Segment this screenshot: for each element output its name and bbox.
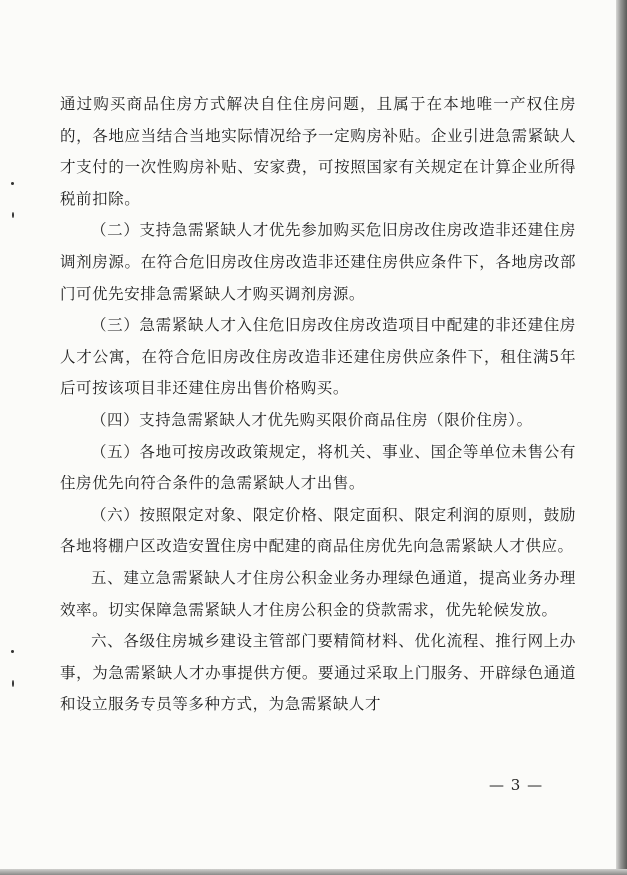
scan-speck [11, 182, 14, 185]
scan-edge-bottom [0, 869, 627, 875]
paragraph-item-4: （四）支持急需紧缺人才优先购买限价商品住房（限价住房）。 [91, 410, 533, 429]
document-body [60, 89, 576, 721]
paragraph-housing-subsidy: 通过购买商品住房方式解决自住住房问题，且属于在本地唯一产权住房的，各地应当结合当地实际情况给予一定购房补贴。企业引进急需紧缺人才支付的一次性购房补贴、安家费，可按照国家有关规定在计算企业所得税前扣除。 [60, 95, 576, 208]
paragraph-item-6: （六）按照限定对象、限定价格、限定面积、限定利润的原则，鼓励各地将棚户区改造安置住房中配建的商品住房优先向急需紧缺人才供应。 [60, 505, 576, 556]
scan-speck [12, 680, 14, 687]
scan-speck [11, 650, 14, 653]
scan-edge-right [616, 0, 627, 875]
page-number: — 3 — [489, 776, 544, 794]
paragraph-section-6: 六、各级住房城乡建设主管部门要精简材料、优化流程、推行网上办事，为急需紧缺人才办事提供方便。要通过采取上门服务、开辟绿色通道和设立服务专员等多种方式，为急需紧缺人才 [60, 632, 576, 714]
paragraph-section-5: 五、建立急需紧缺人才住房公积金业务办理绿色通道，提高业务办理效率。切实保障急需紧缺人才住房公积金的贷款需求，优先轮候发放。 [60, 568, 576, 619]
paragraph-item-2: （二）支持急需紧缺人才优先参加购买危旧房改住房改造非还建住房调剂房源。在符合危旧房改住房改造非还建住房供应条件下，各地房改部门可优先安排急需紧缺人才购买调剂房源。 [60, 221, 576, 303]
scan-speck [12, 212, 14, 218]
paragraph-item-3: （三）急需紧缺人才入住危旧房改住房改造项目中配建的非还建住房人才公寓，在符合危旧房改住房改造非还建住房供应条件下，租住满5年后可按该项目非还建住房出售价格购买。 [60, 316, 576, 398]
paragraph-item-5: （五）各地可按房改政策规定，将机关、事业、国企等单位未售公有住房优先向符合条件的急需紧缺人才出售。 [60, 442, 576, 493]
